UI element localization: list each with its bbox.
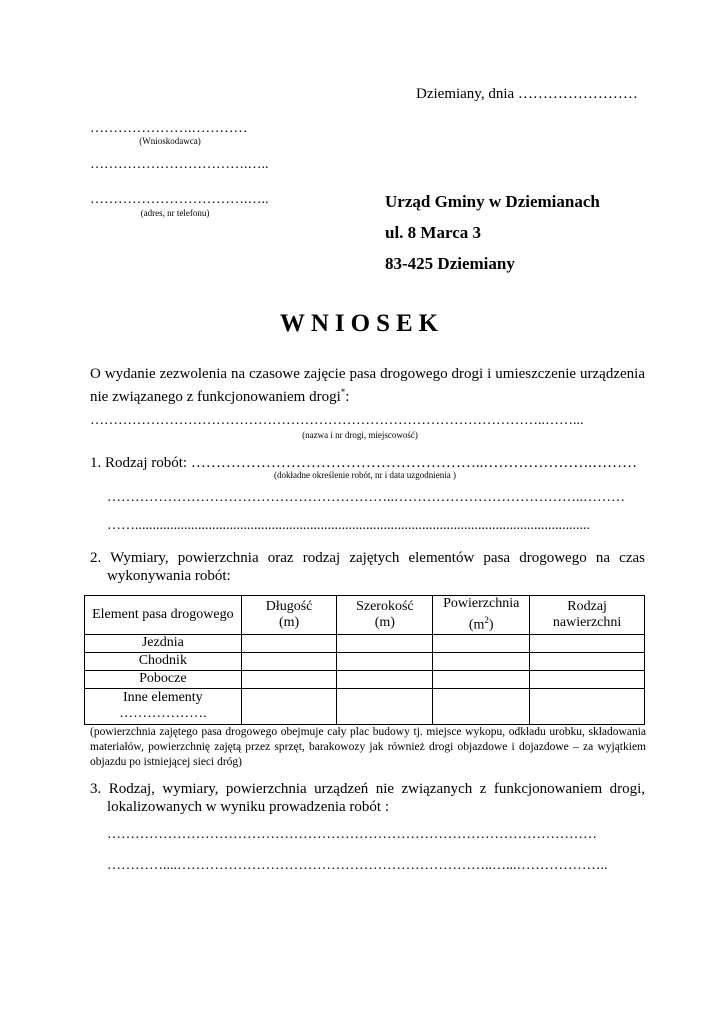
header-width: Szerokość (m) — [337, 596, 433, 635]
place-date-field[interactable]: Dziemiany, dnia …………………… — [416, 86, 638, 102]
cell-input[interactable] — [530, 634, 645, 652]
row-label-other[interactable]: Inne elementy ………………. — [85, 688, 242, 724]
header-length: Długość (m) — [241, 596, 337, 635]
applicant-caption: (Wnioskodawca) — [139, 136, 201, 146]
cell-input[interactable] — [530, 670, 645, 688]
section3-text: 3. Rodzaj, wymiary, powierzchnia urządzeń nie związanych z funkcjonowaniem drogi, lokalizowanych w wyniku prowadzenia robót : — [90, 781, 645, 815]
row-label-chodnik: Chodnik — [85, 652, 242, 670]
cell-input[interactable] — [433, 634, 530, 652]
elements-table — [84, 595, 645, 725]
header-surface: Rodzaj nawierzchni — [530, 596, 645, 635]
cell-input[interactable] — [337, 688, 433, 724]
applicant-name-field[interactable]: ………………….………… — [90, 121, 248, 136]
work-type-line2[interactable]: ……………………………………………………..…………………………………..……… — [107, 490, 625, 505]
cell-input[interactable] — [241, 670, 337, 688]
work-type-line3[interactable]: …….................................................................................................................................. — [107, 518, 590, 533]
road-name-field[interactable]: ……………………………………………………………………………………..……... — [90, 413, 584, 428]
table-header-row — [85, 596, 645, 635]
cell-input[interactable] — [241, 634, 337, 652]
cell-input[interactable] — [530, 652, 645, 670]
cell-input[interactable] — [337, 634, 433, 652]
cell-input[interactable] — [433, 670, 530, 688]
intro-text: O wydanie zezwolenia na czasowe zajęcie pasa drogowego drogi i umieszczenie urządzenia nie związanego z funkcjonowaniem drogi — [90, 366, 645, 405]
cell-input[interactable] — [337, 670, 433, 688]
header-element: Element pasa drogowego — [85, 596, 242, 635]
office-street: ul. 8 Marca 3 — [385, 223, 482, 242]
table-row — [85, 688, 645, 724]
row-label-jezdnia: Jezdnia — [85, 634, 242, 652]
table-row — [85, 634, 645, 652]
address-caption: (adres, nr telefonu) — [140, 208, 210, 218]
applicant-address-field[interactable]: …………………………….….. — [90, 192, 269, 207]
work-type-field[interactable]: 1. Rodzaj robót: …………………………………………………..………………….……… — [90, 455, 638, 471]
table-row — [85, 652, 645, 670]
section2-text: 2. Wymiary, powierzchnia oraz rodzaj zajętych elementów pasa drogowego na czas wykonywania robót: — [90, 550, 645, 584]
document-title: WNIOSEK — [279, 310, 445, 337]
office-postal: 83-425 Dziemiany — [385, 254, 515, 273]
cell-input[interactable] — [433, 652, 530, 670]
cell-input[interactable] — [433, 688, 530, 724]
area-note: (powierzchnia zajętego pasa drogowego obejmuje cały plac budowy tj. miejsce wykopu, odkładu urobku, składowania materiałów, powierzchnię zajętą przez sprzęt, barakowozy jak również drogi objazdowe i dojazdowe – za wyjątkiem objazdu po istniejącej sieci dróg) — [90, 726, 646, 768]
applicant-line2-field[interactable]: …………………………….….. — [90, 157, 269, 172]
office-name: Urząd Gminy w Dziemianach — [385, 192, 600, 211]
header-area: Powierzchnia $(m^2)$ — [433, 596, 530, 635]
row-label-pobocze: Pobocze — [85, 670, 242, 688]
cell-input[interactable] — [337, 652, 433, 670]
work-type-caption: (dokładne określenie robót, nr i data uzgodnienia ) — [274, 470, 456, 480]
footnote-mark: * — [340, 387, 346, 397]
office-address — [385, 186, 600, 279]
intro-paragraph — [90, 365, 645, 406]
cell-input[interactable] — [530, 688, 645, 724]
table-row — [85, 670, 645, 688]
intro-colon: : — [345, 389, 350, 405]
cell-input[interactable] — [241, 652, 337, 670]
cell-input[interactable] — [241, 688, 337, 724]
devices-line1[interactable]: …………………………………………………………………………………………… — [107, 827, 597, 842]
road-caption: (nazwa i nr drogi, miejscowość) — [302, 430, 418, 440]
devices-line2[interactable]: …………....…………………………………………………………..…...……………….. — [107, 858, 608, 873]
